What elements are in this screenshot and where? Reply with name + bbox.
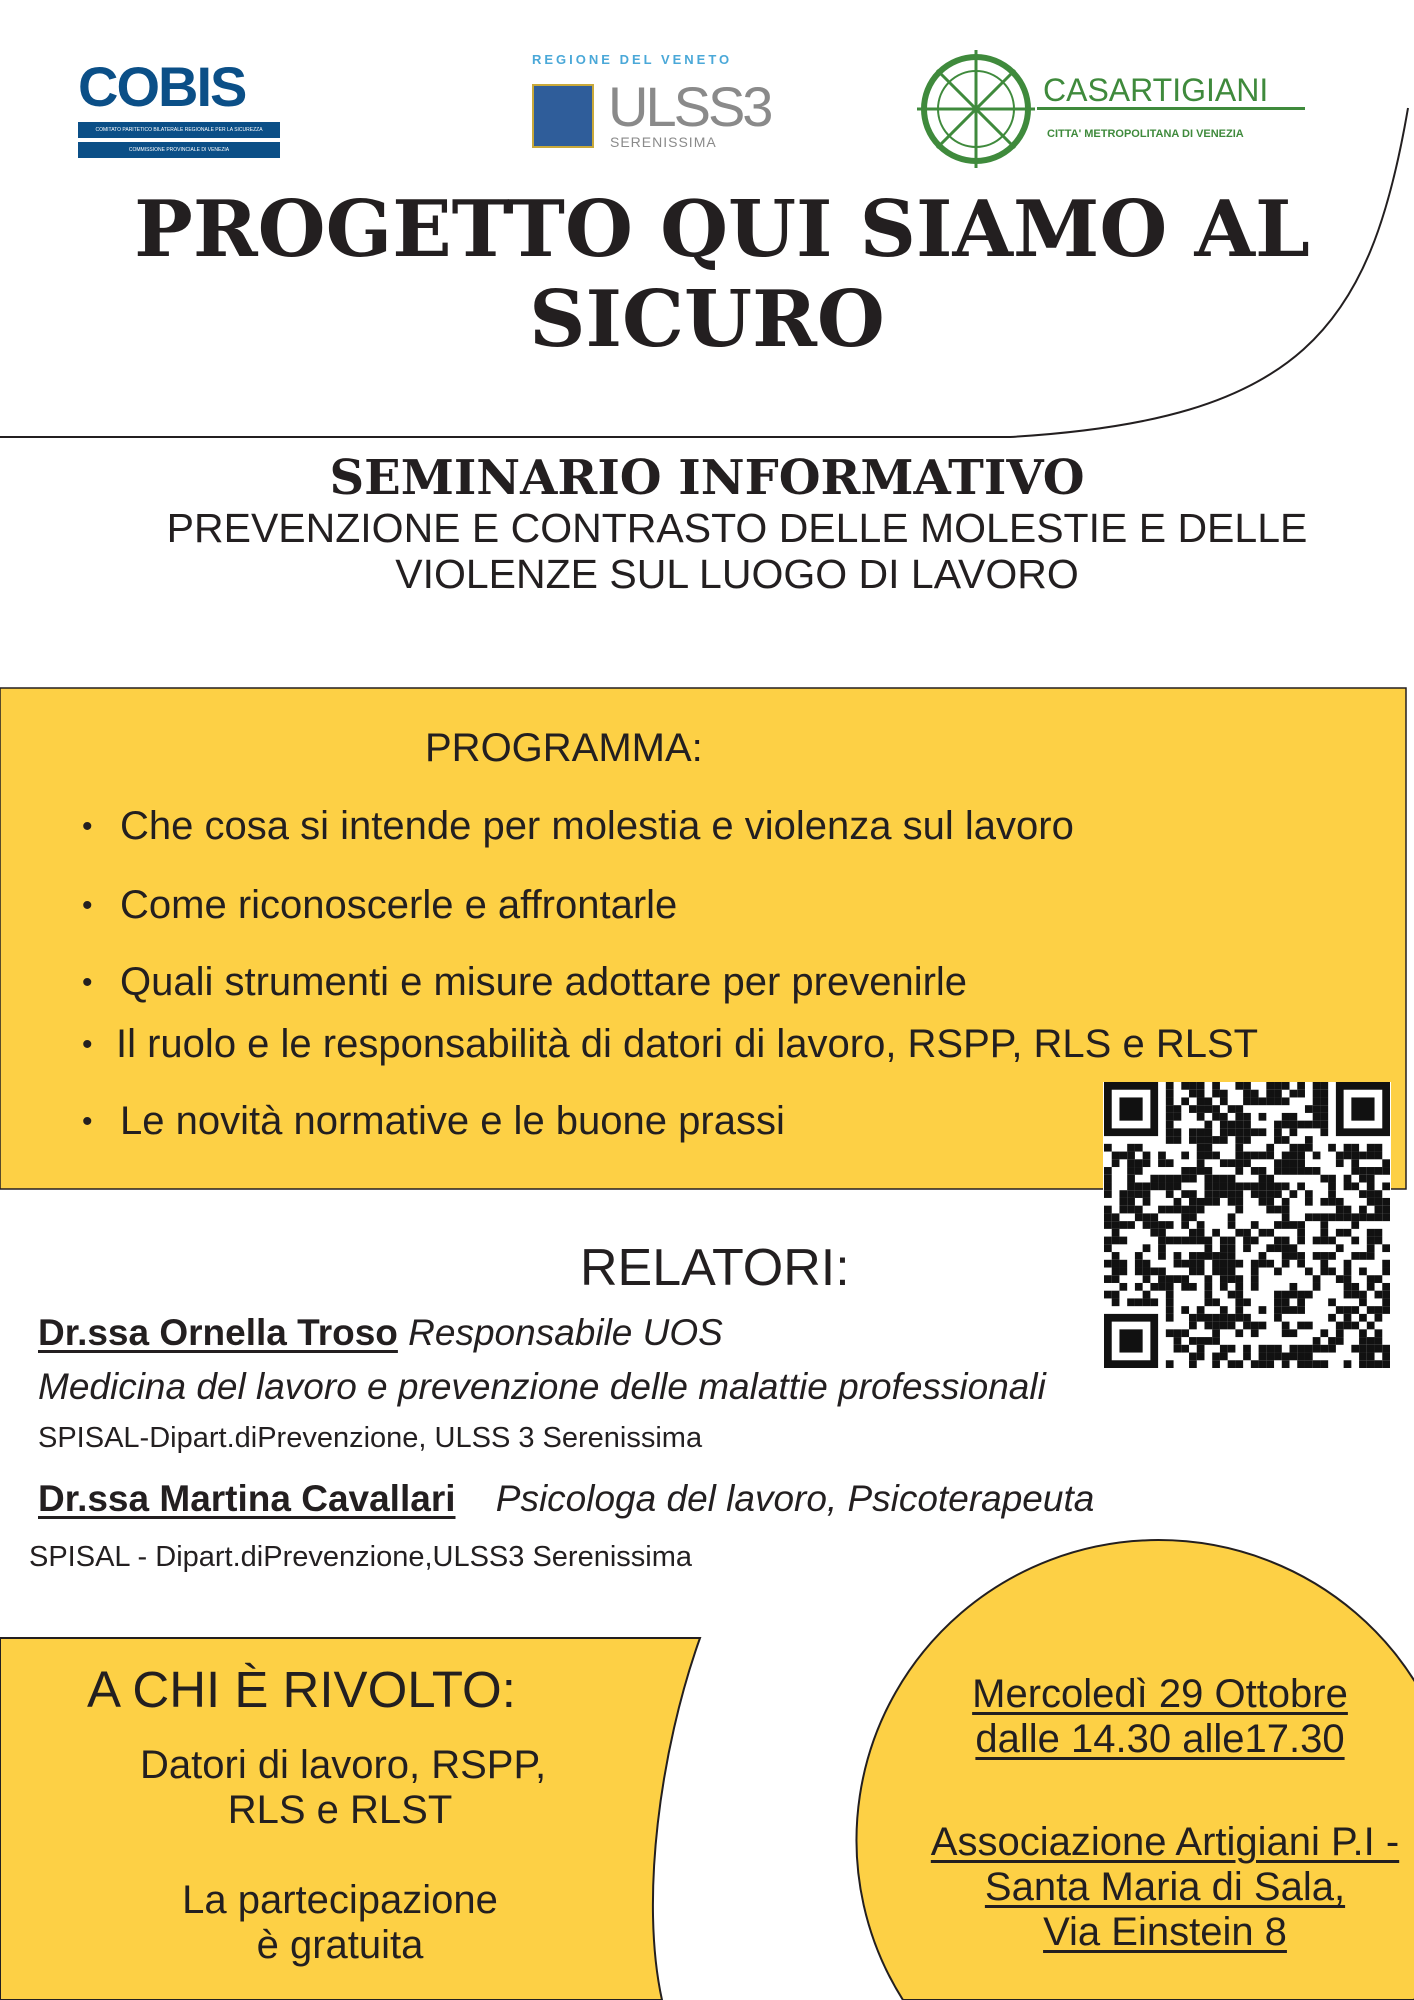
ulss3-logo: REGIONE DEL VENETO ULSS3 SERENISSIMA [532,52,771,150]
qr-code[interactable] [1103,1082,1391,1368]
title-line-2: SICURO [529,274,885,365]
speaker-1 [38,1312,723,1354]
cobis-logo: COBIS COMITATO PARITETICO BILATERALE REGIONALE PER LA SICUREZZA COMMISSIONE PROVINCIALE DI VENEZIA [78,62,280,158]
event-venue [860,1820,1414,1955]
seminar-heading: SEMINARIO INFORMATIVO [329,450,1085,506]
speaker-name: Dr.ssa Ornella Troso [38,1312,398,1353]
seminar-line-1: PREVENZIONE E CONTRASTO DELLE MOLESTIE E DELLE [166,505,1308,551]
event-datetime [860,1672,1414,1762]
event-date: Mercoledì 29 Ottobre [972,1672,1348,1716]
audience-line: è gratuita [256,1923,424,1967]
speaker-org: SPISAL-Dipart.diPrevenzione, ULSS 3 Serenissima [38,1422,703,1454]
flyer-page: COBIS COMITATO PARITETICO BILATERALE REGIONALE PER LA SICUREZZA COMMISSIONE PROVINCIALE DI VENEZIA REGIONE DEL VENETO ULSS3 SERENISSIMA CASARTIGIANI CITTA' METROPOLITANA DI VENEZIA PROGETTO QUI SIAMO AL SICURO SEMINARIO INFORMATIVO PREVENZIONE E CONTRASTO DELLE MOLESTIE E DELLE VIOLENZE SUL LUOGO DI LAVORO PROGRAMMA: Che cosa si intende per molestia e violenza sul lavoro Come riconoscerle e affrontarle Quali strumenti e misure adottare per prevenirle Il ruolo e le responsabilità di datori di lavoro, RSPP, RLS e RLST Le novità normative e le buone prassi RELATORI: Dr.ssa Ornella Troso Responsabile UOS Medicina del lavoro e prevenzione delle malattie professionali SPISAL-Dipart.diPrevenzione, ULSS 3 Serenissima Dr.ssa Martina Cavallari Psicologa del lavoro, Psicoterapeuta SPISAL - Dipart.diPrevenzione,ULSS3 Serenissima A CHI È RIVOLTO: Datori di lavoro, RSPP, RLS e RLST La partecipazione è gratuita Mercoledì 29 Ottobre dalle 14.30 alle17.30 Associazione Artigiani P.I - Santa Maria di Sala, Via Einstein 8 [0,0,1414,2000]
relatori-heading: RELATORI: [580,1239,850,1297]
title-line-1: PROGETTO QUI SIAMO AL [134,184,1310,275]
seminar-subtitle [0,505,1414,597]
audience-text [140,1743,547,1968]
speaker-2 [38,1478,1094,1520]
venue-line: Via Einstein 8 [1043,1910,1287,1954]
speaker-name: Dr.ssa Martina Cavallari [38,1478,456,1519]
audience-heading: A CHI È RIVOLTO: [87,1661,516,1718]
ship-wheel-icon [915,48,1037,170]
event-time: dalle 14.30 alle17.30 [975,1717,1345,1761]
speaker-role: Responsabile UOS [408,1312,723,1353]
lion-crest-icon [532,84,594,148]
speaker-role: Psicologa del lavoro, Psicoterapeuta [495,1478,1095,1519]
page-title [0,185,1414,365]
casartigiani-logo: CASARTIGIANI CITTA' METROPOLITANA DI VENEZIA [915,48,1305,170]
speaker-org: SPISAL - Dipart.diPrevenzione,ULSS3 Serenissima [29,1541,693,1573]
audience-line: RLS e RLST [227,1788,453,1832]
speaker-role-detail: Medicina del lavoro e prevenzione delle malattie professionali [38,1366,1046,1407]
venue-line: Santa Maria di Sala, [984,1865,1346,1909]
audience-line: La partecipazione [182,1878,498,1922]
seminar-line-2: VIOLENZE SUL LUOGO DI LAVORO [395,551,1079,597]
venue-line: Associazione Artigiani P.I - [930,1820,1400,1864]
programma-heading: PROGRAMMA: [425,726,703,770]
audience-line: Datori di lavoro, RSPP, [140,1743,547,1787]
